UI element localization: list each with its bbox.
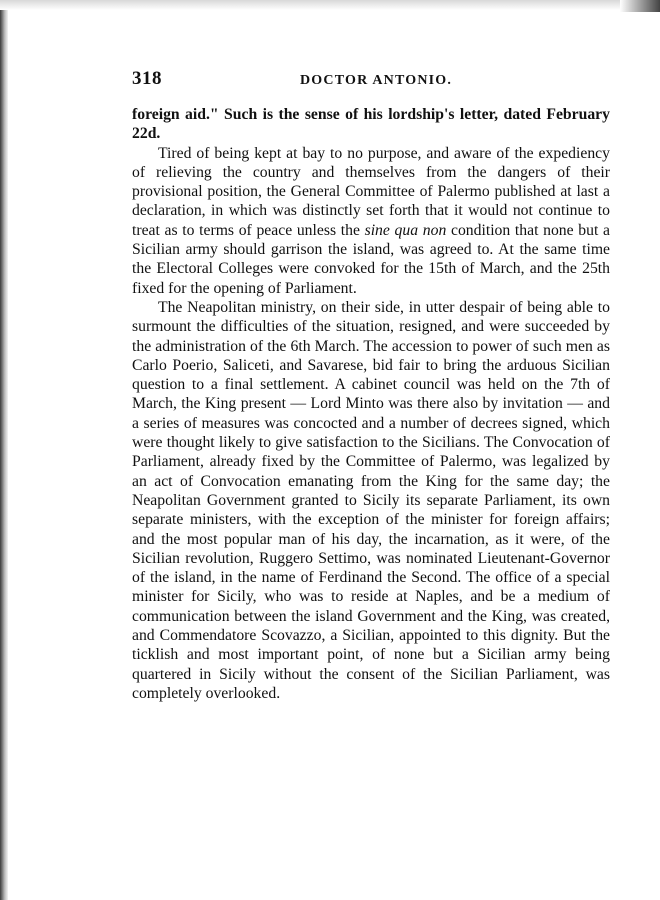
book-page: [132, 68, 610, 703]
paragraph-text: The Neapolitan ministry, on their side, in utter despair of being able to surmount the difficulties of the situation, resigned, and were succeeded by the administration of the 6th March. The accession to power of such men as Carlo Poerio, Saliceti, and Savarese, bid fair to bring the arduous Sicilian question to a final settlement. A cabinet council was held on the 7th of March, the King present — Lord Minto was there also by invitation — and a series of measures was concocted and a number of decrees signed, which were thought likely to give satisfaction to the Sicilians. The Convocation of Parliament, already fixed by the Committee of Palermo, was legalized by an act of Convocation emanating from the King for the same day; the Neapolitan Government granted to Sicily its separate Parliament, its own separate ministers, with the exception of the minister for foreign affairs; and the most popular man of his day, the incarnation, as it were, of the Sicilian revolution, Ruggero Settimo, was nominated Lieutenant-Governor of the island, in the name of Ferdinand the Second. The office of a special minister for Sicily, who was to reside at Naples, and be a medium of communication between the island Government and the King, was created, and Commendatore Scovazzo, a Sicilian, appointed to this dignity. But the ticklish and most important point, of none but a Sicilian army being quartered in Sicily without the consent of the Sicilian Parliament, was completely overlooked.: [132, 298, 610, 702]
scan-shadow-corner: [620, 0, 660, 12]
paragraph-neapolitan-ministry: [132, 298, 610, 703]
running-head: [132, 68, 610, 98]
paragraph-text: foreign aid." Such is the sense of his lordship's letter, dated February 22d.: [132, 106, 610, 143]
emphasized-phrase: sine qua non: [364, 221, 447, 239]
page-number: 318: [132, 68, 162, 89]
paragraph-general-committee: [132, 144, 610, 298]
running-title: DOCTOR ANTONIO.: [300, 73, 453, 88]
scan-shadow-top: [0, 0, 660, 10]
body-text: [132, 105, 610, 703]
paragraph-text-part: Tired of being kept at bay to no purpose, and aware of the expediency of relieving the country and themselves from the dangers of their provisional position, the General Committee of Palermo published at last a declaration, in which was distinctly set forth that it would not continue to treat as to terms of peace unless the: [132, 144, 610, 239]
paragraph-continuation: [132, 105, 610, 144]
paragraph-text-part: condition that none but a Sicilian army should garrison the island, was agreed to. At the same time the Electoral Colleges were convoked for the 15th of March, and the 25th fixed for the opening of Parliament.: [132, 221, 610, 297]
scan-shadow-left: [0, 0, 8, 900]
